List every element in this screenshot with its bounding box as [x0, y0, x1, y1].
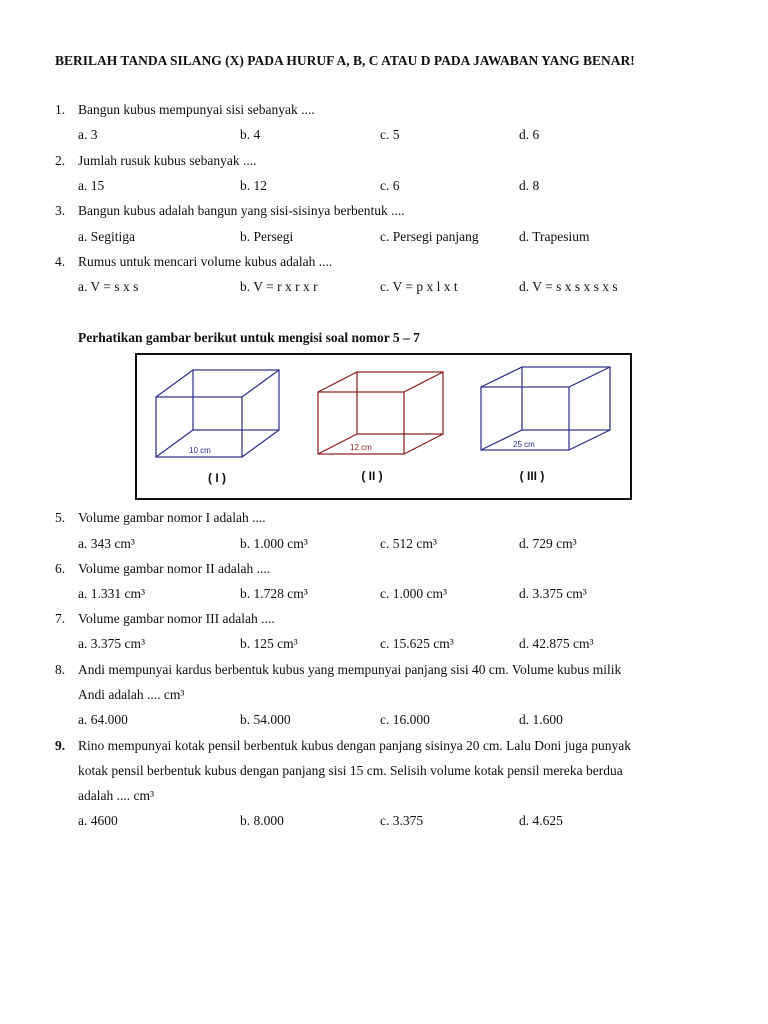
cube-drawings: [137, 355, 634, 502]
option-c[interactable]: c. 5: [380, 127, 400, 142]
option-a[interactable]: a. Segitiga: [78, 229, 135, 244]
option-b[interactable]: b. 1.000 cm³: [240, 536, 308, 551]
question-text-line-2: Andi adalah .... cm³: [78, 687, 185, 702]
cube-1-label: ( I ): [208, 471, 226, 485]
question-text: Rumus untuk mencari volume kubus adalah ....: [78, 254, 333, 269]
option-d[interactable]: d. 8: [519, 178, 540, 193]
cube-3-dimension: 25 cm: [513, 440, 535, 449]
cube-3: [481, 367, 610, 450]
question-text: Volume gambar nomor II adalah ....: [78, 561, 271, 576]
option-c[interactable]: c. 15.625 cm³: [380, 636, 454, 651]
cube-3-label: ( III ): [519, 469, 545, 483]
question-text-line-1: Rino mempunyai kotak pensil berbentuk kubus dengan panjang sisinya 20 cm. Lalu Doni juga punyak: [78, 738, 632, 753]
option-b[interactable]: b. 12: [240, 178, 267, 193]
option-b[interactable]: b. V = r x r x r: [240, 279, 318, 294]
option-c[interactable]: c. V = p x l x t: [380, 279, 458, 294]
option-a[interactable]: a. 343 cm³: [78, 536, 135, 551]
question-number: 8.: [55, 662, 66, 677]
option-b[interactable]: b. 1.728 cm³: [240, 586, 308, 601]
question-number: 6.: [55, 561, 66, 576]
question-text: Bangun kubus mempunyai sisi sebanyak ....: [78, 102, 315, 117]
option-a[interactable]: a. V = s x s: [78, 279, 139, 294]
option-d[interactable]: d. 6: [519, 127, 540, 142]
question-text-line-1: Andi mempunyai kardus berbentuk kubus yang mempunyai panjang sisi 40 cm. Volume kubus milik: [78, 662, 622, 677]
option-c[interactable]: c. 16.000: [380, 712, 430, 727]
question-text-line-2: kotak pensil berbentuk kubus dengan panjang sisi 15 cm. Selisih volume kotak pensil mereka berdua: [78, 763, 623, 778]
option-c[interactable]: c. 512 cm³: [380, 536, 437, 551]
option-b[interactable]: b. 54.000: [240, 712, 291, 727]
option-c[interactable]: c. 6: [380, 178, 400, 193]
option-d[interactable]: d. 729 cm³: [519, 536, 577, 551]
option-a[interactable]: a. 15: [78, 178, 105, 193]
instruction-heading: BERILAH TANDA SILANG (X) PADA HURUF A, B, C ATAU D PADA JAWABAN YANG BENAR!: [55, 53, 635, 68]
option-d[interactable]: d. 3.375 cm³: [519, 586, 587, 601]
question-number: 7.: [55, 611, 66, 626]
cube-1: [156, 370, 279, 457]
question-text: Bangun kubus adalah bangun yang sisi-sisinya berbentuk ....: [78, 203, 405, 218]
question-number: 1.: [55, 102, 66, 117]
option-d[interactable]: d. Trapesium: [519, 229, 590, 244]
question-number: 5.: [55, 510, 66, 525]
option-b[interactable]: b. 125 cm³: [240, 636, 298, 651]
option-b[interactable]: b. Persegi: [240, 229, 294, 244]
option-b[interactable]: b. 8.000: [240, 813, 284, 828]
option-b[interactable]: b. 4: [240, 127, 261, 142]
cube-figures: [135, 353, 632, 500]
cube-1-dimension: 10 cm: [189, 446, 211, 455]
option-a[interactable]: a. 4600: [78, 813, 118, 828]
question-number: 9.: [55, 738, 66, 753]
option-d[interactable]: d. 42.875 cm³: [519, 636, 594, 651]
cube-2-label: ( II ): [361, 469, 383, 483]
question-text: Volume gambar nomor III adalah ....: [78, 611, 275, 626]
option-d[interactable]: d. 4.625: [519, 813, 563, 828]
figure-heading: Perhatikan gambar berikut untuk mengisi soal nomor 5 – 7: [78, 330, 420, 345]
option-a[interactable]: a. 3: [78, 127, 98, 142]
question-number: 3.: [55, 203, 66, 218]
question-text: Jumlah rusuk kubus sebanyak ....: [78, 153, 257, 168]
option-a[interactable]: a. 1.331 cm³: [78, 586, 146, 601]
option-a[interactable]: a. 3.375 cm³: [78, 636, 146, 651]
option-d[interactable]: d. V = s x s x s x s: [519, 279, 618, 294]
question-text-line-3: adalah .... cm³: [78, 788, 155, 803]
option-c[interactable]: c. 3.375: [380, 813, 424, 828]
cube-2: [318, 372, 443, 454]
question-number: 2.: [55, 153, 66, 168]
option-c[interactable]: c. Persegi panjang: [380, 229, 479, 244]
question-number: 4.: [55, 254, 66, 269]
question-text: Volume gambar nomor I adalah ....: [78, 510, 266, 525]
option-c[interactable]: c. 1.000 cm³: [380, 586, 448, 601]
cube-2-dimension: 12 cm: [350, 443, 372, 452]
option-d[interactable]: d. 1.600: [519, 712, 563, 727]
option-a[interactable]: a. 64.000: [78, 712, 128, 727]
